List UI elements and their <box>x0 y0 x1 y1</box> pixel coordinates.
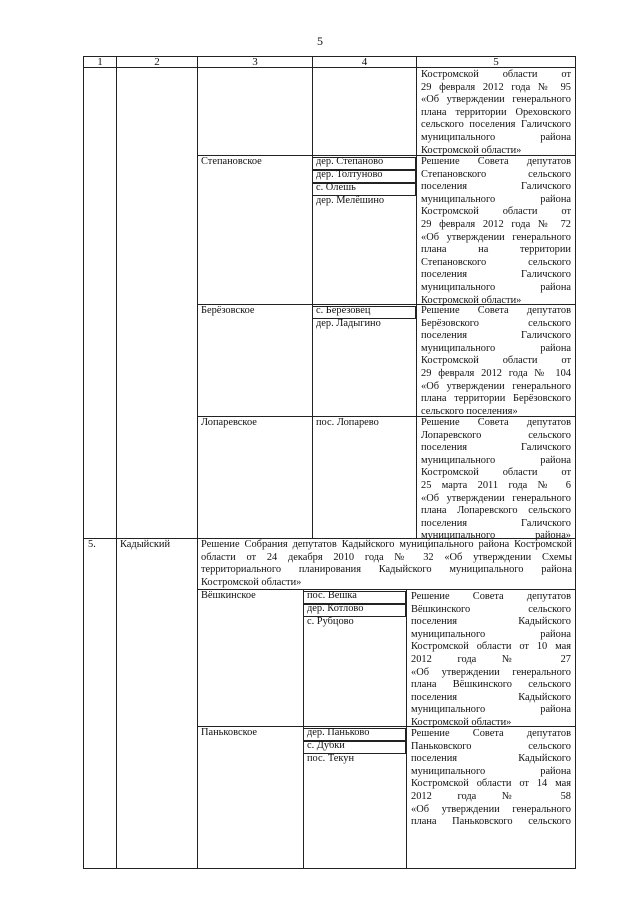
district-name: Кадыйский <box>120 539 171 550</box>
page-number: 5 <box>317 34 323 48</box>
col-border-4-5-upper <box>416 56 417 538</box>
place-item: с. Берёзовец <box>316 305 371 316</box>
place-item: дер. Ладыгино <box>316 318 381 329</box>
place-item: дер. Котлово <box>307 603 364 614</box>
col-border-1-2 <box>116 56 117 869</box>
table-bottom-border <box>83 868 575 869</box>
settlement-name-berezovskoe: Берёзовское <box>201 305 255 316</box>
header-col-2: 2 <box>154 56 160 68</box>
place-item: дер. Паньково <box>307 727 370 738</box>
place-item: с. Рубцово <box>307 616 354 627</box>
place-item: дер. Толтуново <box>316 169 383 180</box>
place-item: дер. Мелёшино <box>316 195 385 206</box>
col-border-right <box>575 56 576 869</box>
header-col-1: 1 <box>97 56 103 68</box>
header-col-4: 4 <box>361 56 368 68</box>
place-item: пос. Текун <box>307 753 355 764</box>
decision-oreshkovskoe-continued: Костромской области от 29 февраля 2012 года № 95 «Об утверждении генерального плана территории Ореховского сельского поселения Галичского муниципального района Костромской области» <box>421 69 571 156</box>
col-border-4-5-lower <box>406 589 407 869</box>
place-item: с. Дубки <box>307 740 345 751</box>
decision-stepanovskoe: Решение Совета депутатов Степановского сельского поселения Галичского муниципального района Костромской области от 29 февраля 2012 года № 72 «Об утверждении генерального плана на территории Степановского сельского поселения Галичского муниципального района Костромской области» <box>421 156 571 306</box>
decision-kadyisky-district: Решение Собрания депутатов Кадыйского муниципального района Костромской области от 24 декабря 2010 года № 32 «Об утверждении Схемы территориального планирования Кадыйского муниципального района Костромской области» <box>201 539 572 588</box>
decision-pankovskoe: Решение Совета депутатов Паньковского сельского поселения Кадыйского муниципального района Костромской области от 14 мая 2012 года № 58 «Об утверждении генерального плана Паньковского сельского <box>411 728 571 828</box>
decision-berezovskoe: Решение Совета депутатов Берёзовского сельского поселения Галичского муниципального района Костромской области от 29 февраля 2012 года № 104 «Об утверждении генерального плана территории Берёзовского сельского поселения» <box>421 305 571 417</box>
settlement-name-pankovskoe: Паньковское <box>201 727 258 738</box>
place-item: пос. Вёшка <box>307 590 357 601</box>
settlement-name-stepanovskoe: Степановское <box>201 156 262 167</box>
place-item: дер. Степаново <box>316 156 384 167</box>
header-col-3: 3 <box>252 56 258 68</box>
col-border-2-3 <box>197 56 198 869</box>
place-item: пос. Лопарево <box>316 417 379 428</box>
decision-loparevskoe: Решение Совета депутатов Лопаревского сельского поселения Галичского муниципального района Костромской области от 25 марта 2011 года № 6 «Об утверждении генерального плана Лопаревского сельского поселения Галичского муниципального района» <box>421 417 571 542</box>
col-border-left <box>83 56 84 869</box>
settlement-name-veshkinskoe: Вёшкинское <box>201 590 256 601</box>
settlement-name-loparevskoe: Лопаревское <box>201 417 257 428</box>
col-border-3-4-upper <box>312 56 313 538</box>
place-item: с. Олешь <box>316 182 356 193</box>
row-number: 5. <box>88 539 96 550</box>
decision-veshkinskoe: Решение Совета депутатов Вёшкинского сельского поселения Кадыйского муниципального района Костромской области от 10 мая 2012 года № 27 «Об утверждении генерального плана Вёшкинского сельского поселения Кадыйского муниципального района Костромской области» <box>411 591 571 728</box>
header-col-5: 5 <box>493 56 499 68</box>
